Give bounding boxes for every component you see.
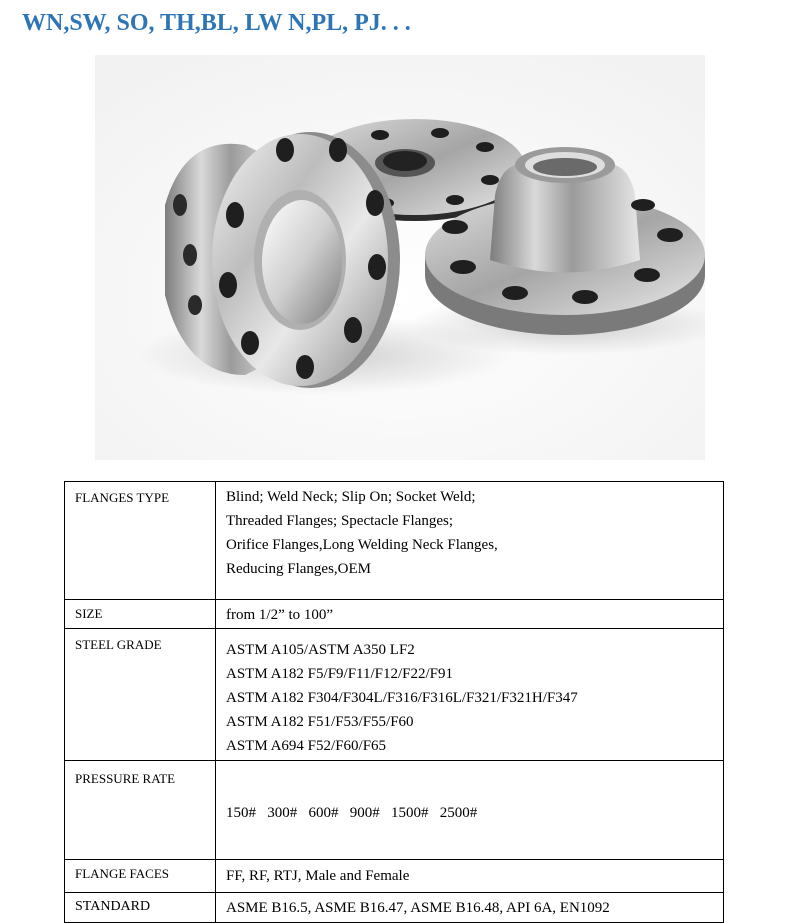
value-line: ASTM A694 F52/F60/F65 bbox=[226, 738, 387, 754]
page-title: WN,SW, SO, TH,BL, LW N,PL, PJ. . . bbox=[22, 10, 411, 36]
row-value-standard bbox=[216, 893, 724, 923]
value-line: FF, RF, RTJ, Male and Female bbox=[226, 868, 410, 884]
value-line: Reducing Flanges,OEM bbox=[226, 561, 371, 577]
row-label-size: SIZE bbox=[65, 600, 216, 629]
flanges-photo bbox=[95, 55, 705, 460]
row-label-standard: STANDARD bbox=[65, 893, 216, 923]
row-value-flange-faces bbox=[216, 860, 724, 893]
value-line: ASTM A182 F51/F53/F55/F60 bbox=[226, 714, 414, 730]
value-line: ASTM A182 F5/F9/F11/F12/F22/F91 bbox=[226, 666, 454, 682]
value-line: Blind; Weld Neck; Slip On; Socket Weld; bbox=[226, 489, 476, 505]
value-line: ASME B16.5, ASME B16.47, ASME B16.48, API 6A, EN1092 bbox=[226, 900, 610, 916]
value-line: ASTM A105/ASTM A350 LF2 bbox=[226, 642, 415, 658]
row-value-flanges-type bbox=[216, 482, 724, 600]
row-label-flange-faces: FLANGE FACES bbox=[65, 860, 216, 893]
value-line: ASTM A182 F304/F304L/F316/F316L/F321/F321H/F347 bbox=[226, 690, 578, 706]
specifications-table bbox=[64, 481, 724, 923]
row-value-steel-grade bbox=[216, 629, 724, 761]
table-row bbox=[65, 761, 724, 860]
value-line: from 1/2” to 100” bbox=[226, 607, 334, 623]
value-line: 150# 300# 600# 900# 1500# 2500# bbox=[226, 805, 478, 821]
table-row bbox=[65, 629, 724, 761]
row-value-pressure-rate bbox=[216, 761, 724, 860]
row-label-pressure-rate: PRESSURE RATE bbox=[65, 761, 216, 860]
row-value-size bbox=[216, 600, 724, 629]
table-row bbox=[65, 482, 724, 600]
row-label-steel-grade: STEEL GRADE bbox=[65, 629, 216, 761]
value-line: Orifice Flanges,Long Welding Neck Flanges, bbox=[226, 537, 498, 553]
table-row bbox=[65, 860, 724, 893]
table-row bbox=[65, 600, 724, 629]
value-line: Threaded Flanges; Spectacle Flanges; bbox=[226, 513, 454, 529]
row-label-flanges-type: FLANGES TYPE bbox=[65, 482, 216, 600]
table-row bbox=[65, 893, 724, 923]
